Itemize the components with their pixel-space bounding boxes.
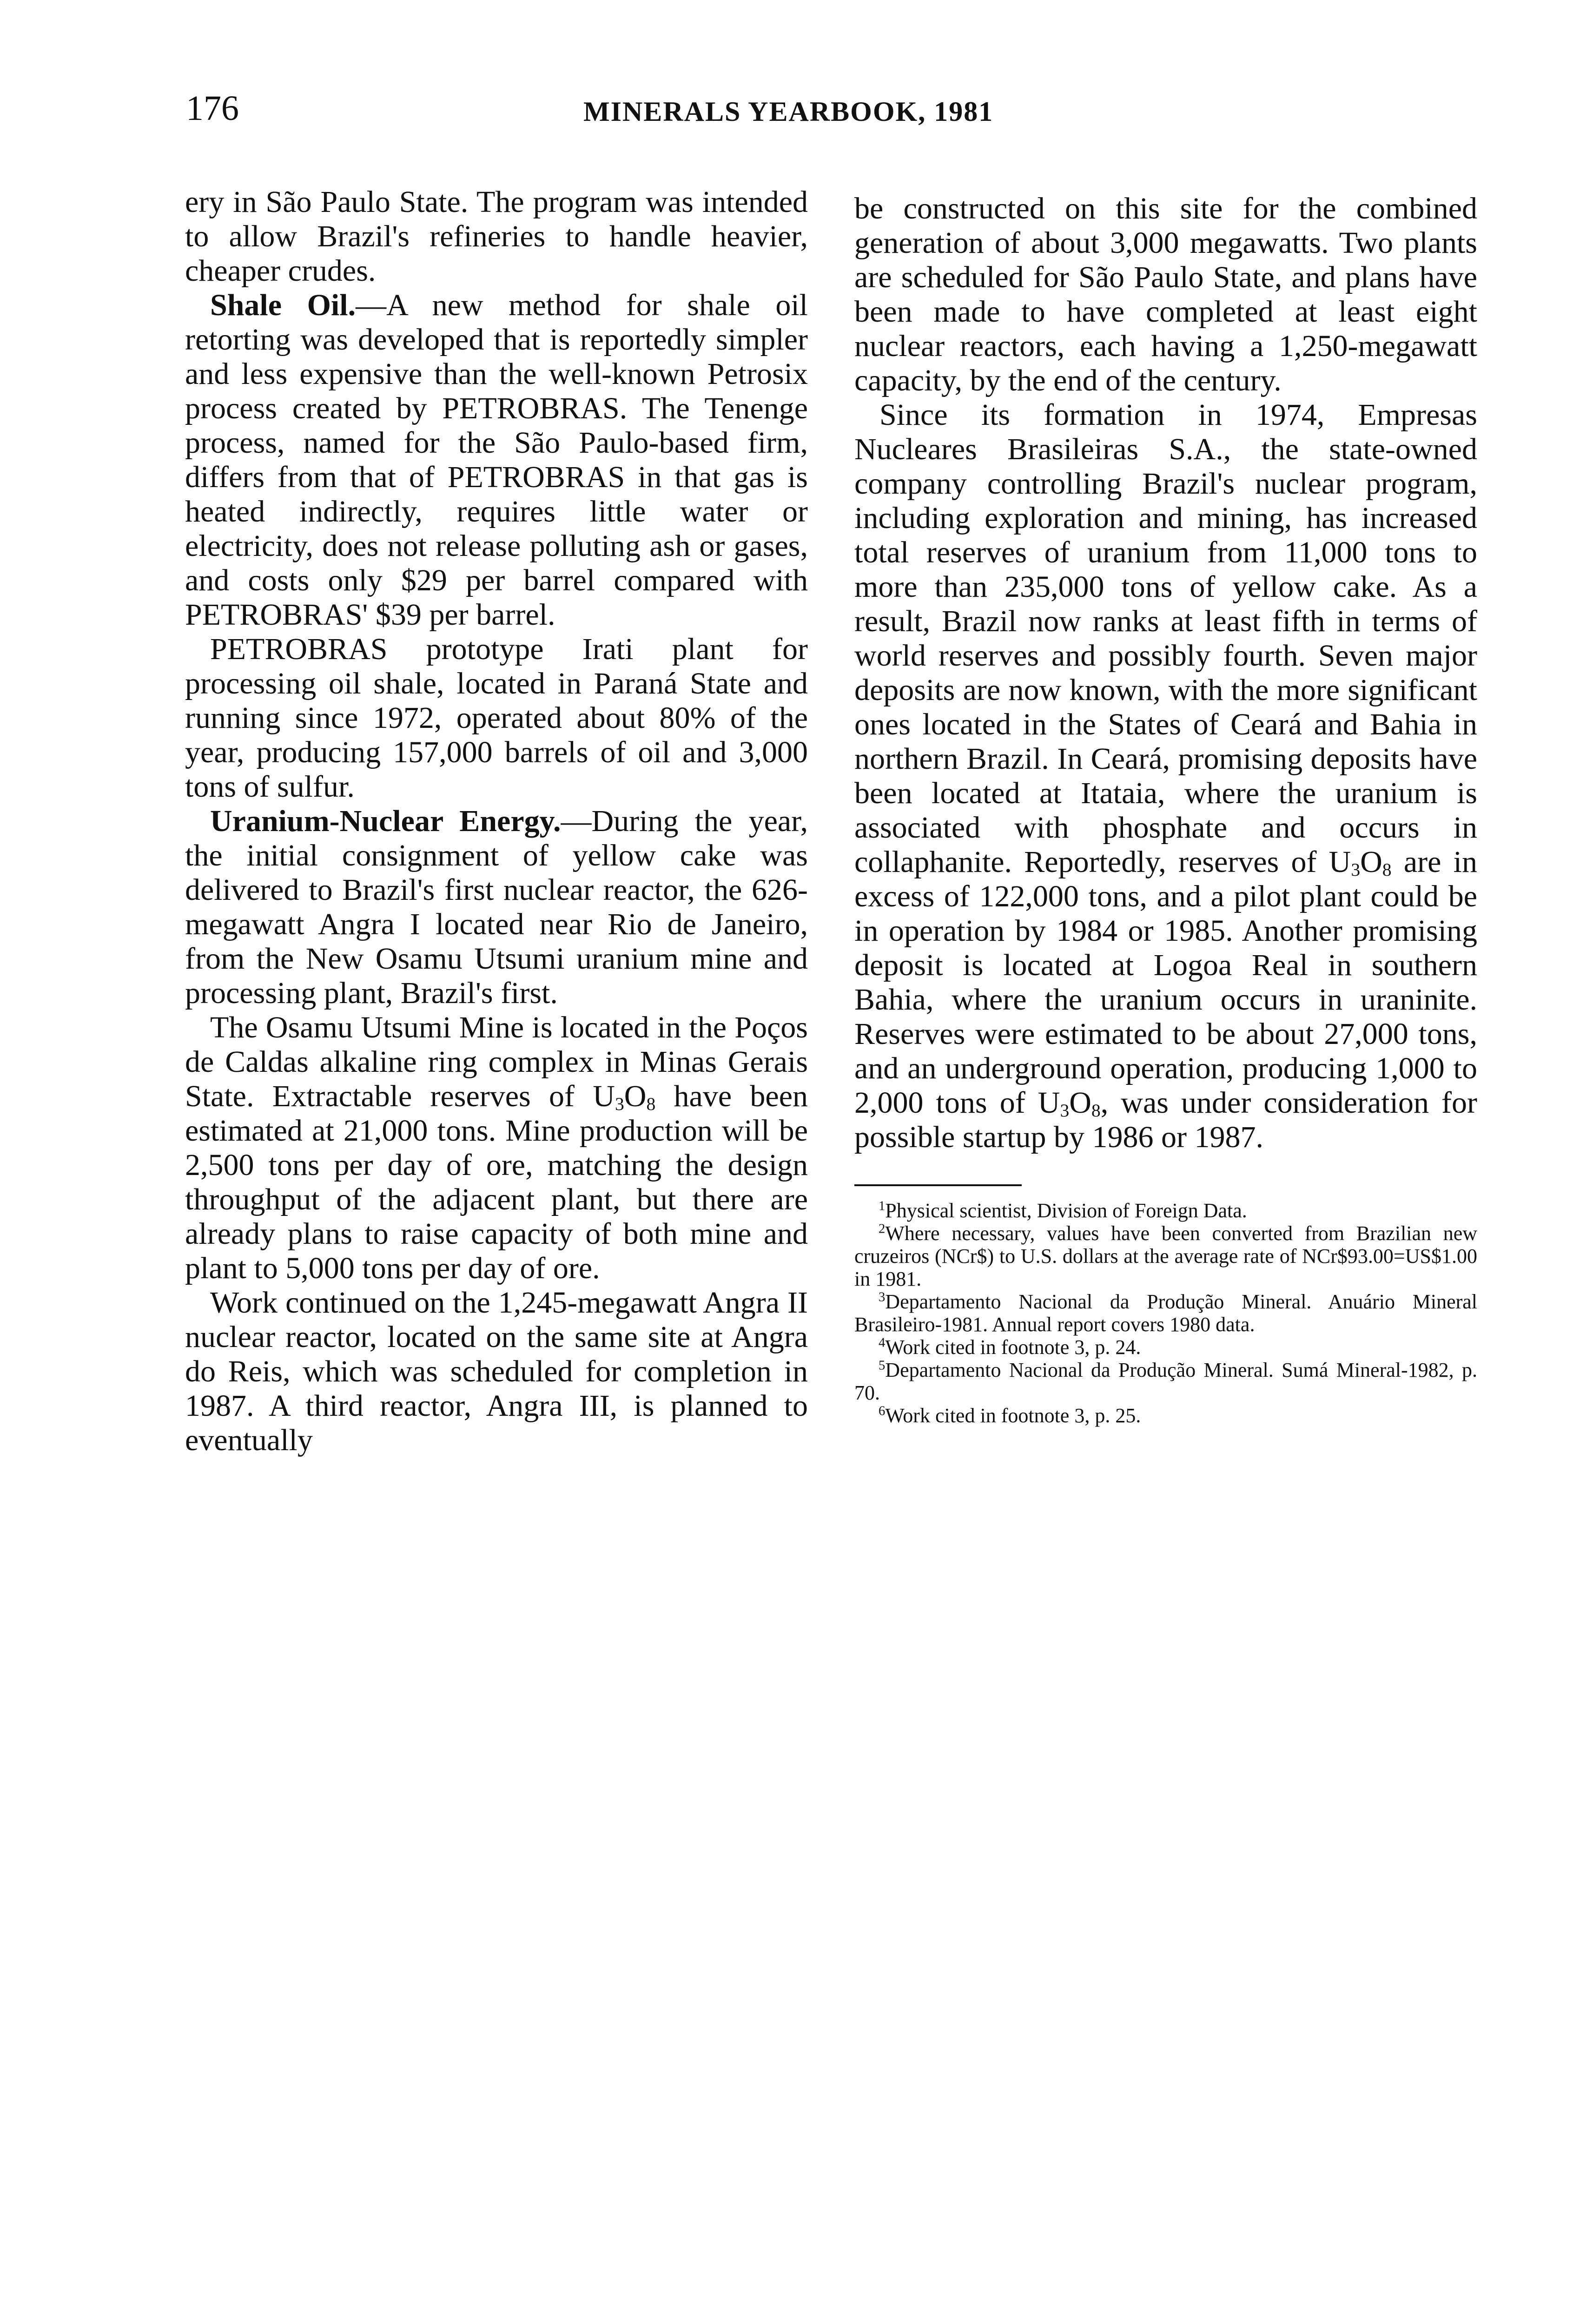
- paragraph-text: —A new method for shale oil retorting was developed that is reportedly simpler and less expensive than the well-known Petrosix process created by PETROBRAS. The Tenenge process, named for the São Paulo-based firm, differs from that of PETROBRAS in that gas is heated indirectly, requires little water or electricity, does not release polluting ash or gases, and costs only $29 per barrel compared with PETROBRAS' $39 per barrel.: [185, 288, 808, 632]
- left-column: [185, 185, 808, 1458]
- footnote-marker: 1: [879, 1199, 886, 1214]
- right-column: [854, 191, 1477, 1427]
- running-title: MINERALS YEARBOOK, 1981: [583, 96, 994, 127]
- paragraph: [185, 1010, 808, 1286]
- section-heading-uranium-nuclear-energy: Uranium-Nuclear Energy.: [210, 804, 561, 838]
- chem-subscript: 8: [1091, 1100, 1101, 1121]
- footnote: [854, 1199, 1477, 1222]
- footnote-marker: 3: [879, 1290, 886, 1305]
- footnote-marker: 4: [879, 1335, 886, 1350]
- footnote-marker: 2: [879, 1221, 886, 1236]
- paragraph-shale-oil: [185, 288, 808, 632]
- footnote-text: Physical scientist, Division of Foreign Data.: [885, 1199, 1247, 1222]
- footnote: [854, 1290, 1477, 1336]
- paragraph: Work continued on the 1,245-megawatt Angra II nuclear reactor, located on the same site at Angra do Reis, which was scheduled for completion in 1987. A third reactor, Angra III, is planned to eventually: [185, 1286, 808, 1457]
- footnote-divider: [854, 1184, 1022, 1186]
- paragraph-text: —During the year, the initial consignment of yellow cake was delivered to Brazil's first nuclear reactor, the 626-megawatt Angra I located near Rio de Janeiro, from the New Osamu Utsumi uranium mine and processing plant, Brazil's first.: [185, 804, 808, 1010]
- footnote-text: Departamento Nacional da Produção Mineral. Anuário Mineral Brasileiro-1981. Annual report covers 1980 data.: [854, 1290, 1477, 1336]
- chem-element: O: [624, 1079, 647, 1113]
- chem-element: O: [1069, 1086, 1091, 1120]
- footnote-marker: 5: [879, 1358, 886, 1373]
- paragraph-uranium: [185, 804, 808, 1010]
- chem-subscript: 8: [1382, 859, 1392, 880]
- paragraph: PETROBRAS prototype Irati plant for processing oil shale, located in Paraná State and running since 1972, operated about 80% of the year, producing 157,000 barrels of oil and 3,000 tons of sulfur.: [185, 632, 808, 804]
- chem-element: O: [1360, 845, 1382, 879]
- chem-subscript: 8: [646, 1093, 656, 1114]
- paragraph-text: , was under consideration for possible startup by 1986 or 1987.: [854, 1086, 1477, 1154]
- paragraph: ery in São Paulo State. The program was intended to allow Brazil's refineries to handle heavier, cheaper crudes.: [185, 185, 808, 288]
- footnote-text: Where necessary, values have been converted from Brazilian new cruzeiros (NCr$) to U.S. dollars at the average rate of NCr$93.00=US$1.00 in 1981.: [854, 1222, 1477, 1290]
- chem-subscript: 3: [1351, 859, 1361, 880]
- paragraph-text: are in excess of 122,000 tons, and a pilot plant could be in operation by 1984 or 1985. Another promising deposit is located at Logoa Real in southern Bahia, where the uranium occurs in uraninite. Reserves were estimated to be about 27,000 tons, and an underground operation, producing 1,000 to 2,000 tons of U: [854, 845, 1477, 1120]
- chem-subscript: 3: [615, 1093, 624, 1114]
- footnote-text: Departamento Nacional da Produção Mineral. Sumá Mineral-1982, p. 70.: [854, 1359, 1477, 1404]
- footnote-text: Work cited in footnote 3, p. 24.: [885, 1336, 1141, 1359]
- footnote-marker: 6: [879, 1404, 886, 1419]
- page-number: 176: [186, 89, 239, 128]
- footnote: [854, 1404, 1477, 1427]
- paragraph: be constructed on this site for the combined generation of about 3,000 megawatts. Two plants are scheduled for São Paulo State, and plans have been made to have completed at least eight nuclear reactors, each having a 1,250-megawatt capacity, by the end of the century.: [854, 191, 1477, 397]
- paragraph-text: Since its formation in 1974, Empresas Nucleares Brasileiras S.A., the state-owned company controlling Brazil's nuclear program, including exploration and mining, has increased total reserves of uranium from 11,000 tons to more than 235,000 tons of yellow cake. As a result, Brazil now ranks at least fifth in terms of world reserves and possibly fourth. Seven major deposits are now known, with the more significant ones located in the States of Ceará and Bahia in northern Brazil. In Ceará, promising deposits have been located at Itataia, where the uranium is associated with phosphate and occurs in collaphanite. Reportedly, reserves of U: [854, 398, 1477, 879]
- footnote-text: Work cited in footnote 3, p. 25.: [885, 1404, 1141, 1427]
- footnote: [854, 1222, 1477, 1290]
- footnote: [854, 1359, 1477, 1404]
- section-heading-shale-oil: Shale Oil.: [210, 288, 356, 322]
- paragraph-text: The Osamu Utsumi Mine is located in the Poços de Caldas alkaline ring complex in Minas Gerais State. Extractable reserves of U: [185, 1010, 808, 1113]
- paragraph-text: have been estimated at 21,000 tons. Mine production will be 2,500 tons per day of ore, matching the design throughput of the adjacent plant, but there are already plans to raise capacity of both mine and plant to 5,000 tons per day of ore.: [185, 1079, 808, 1285]
- footnotes: [854, 1199, 1477, 1427]
- footnote: [854, 1336, 1477, 1359]
- chem-subscript: 3: [1060, 1100, 1070, 1121]
- paragraph: [854, 398, 1477, 1155]
